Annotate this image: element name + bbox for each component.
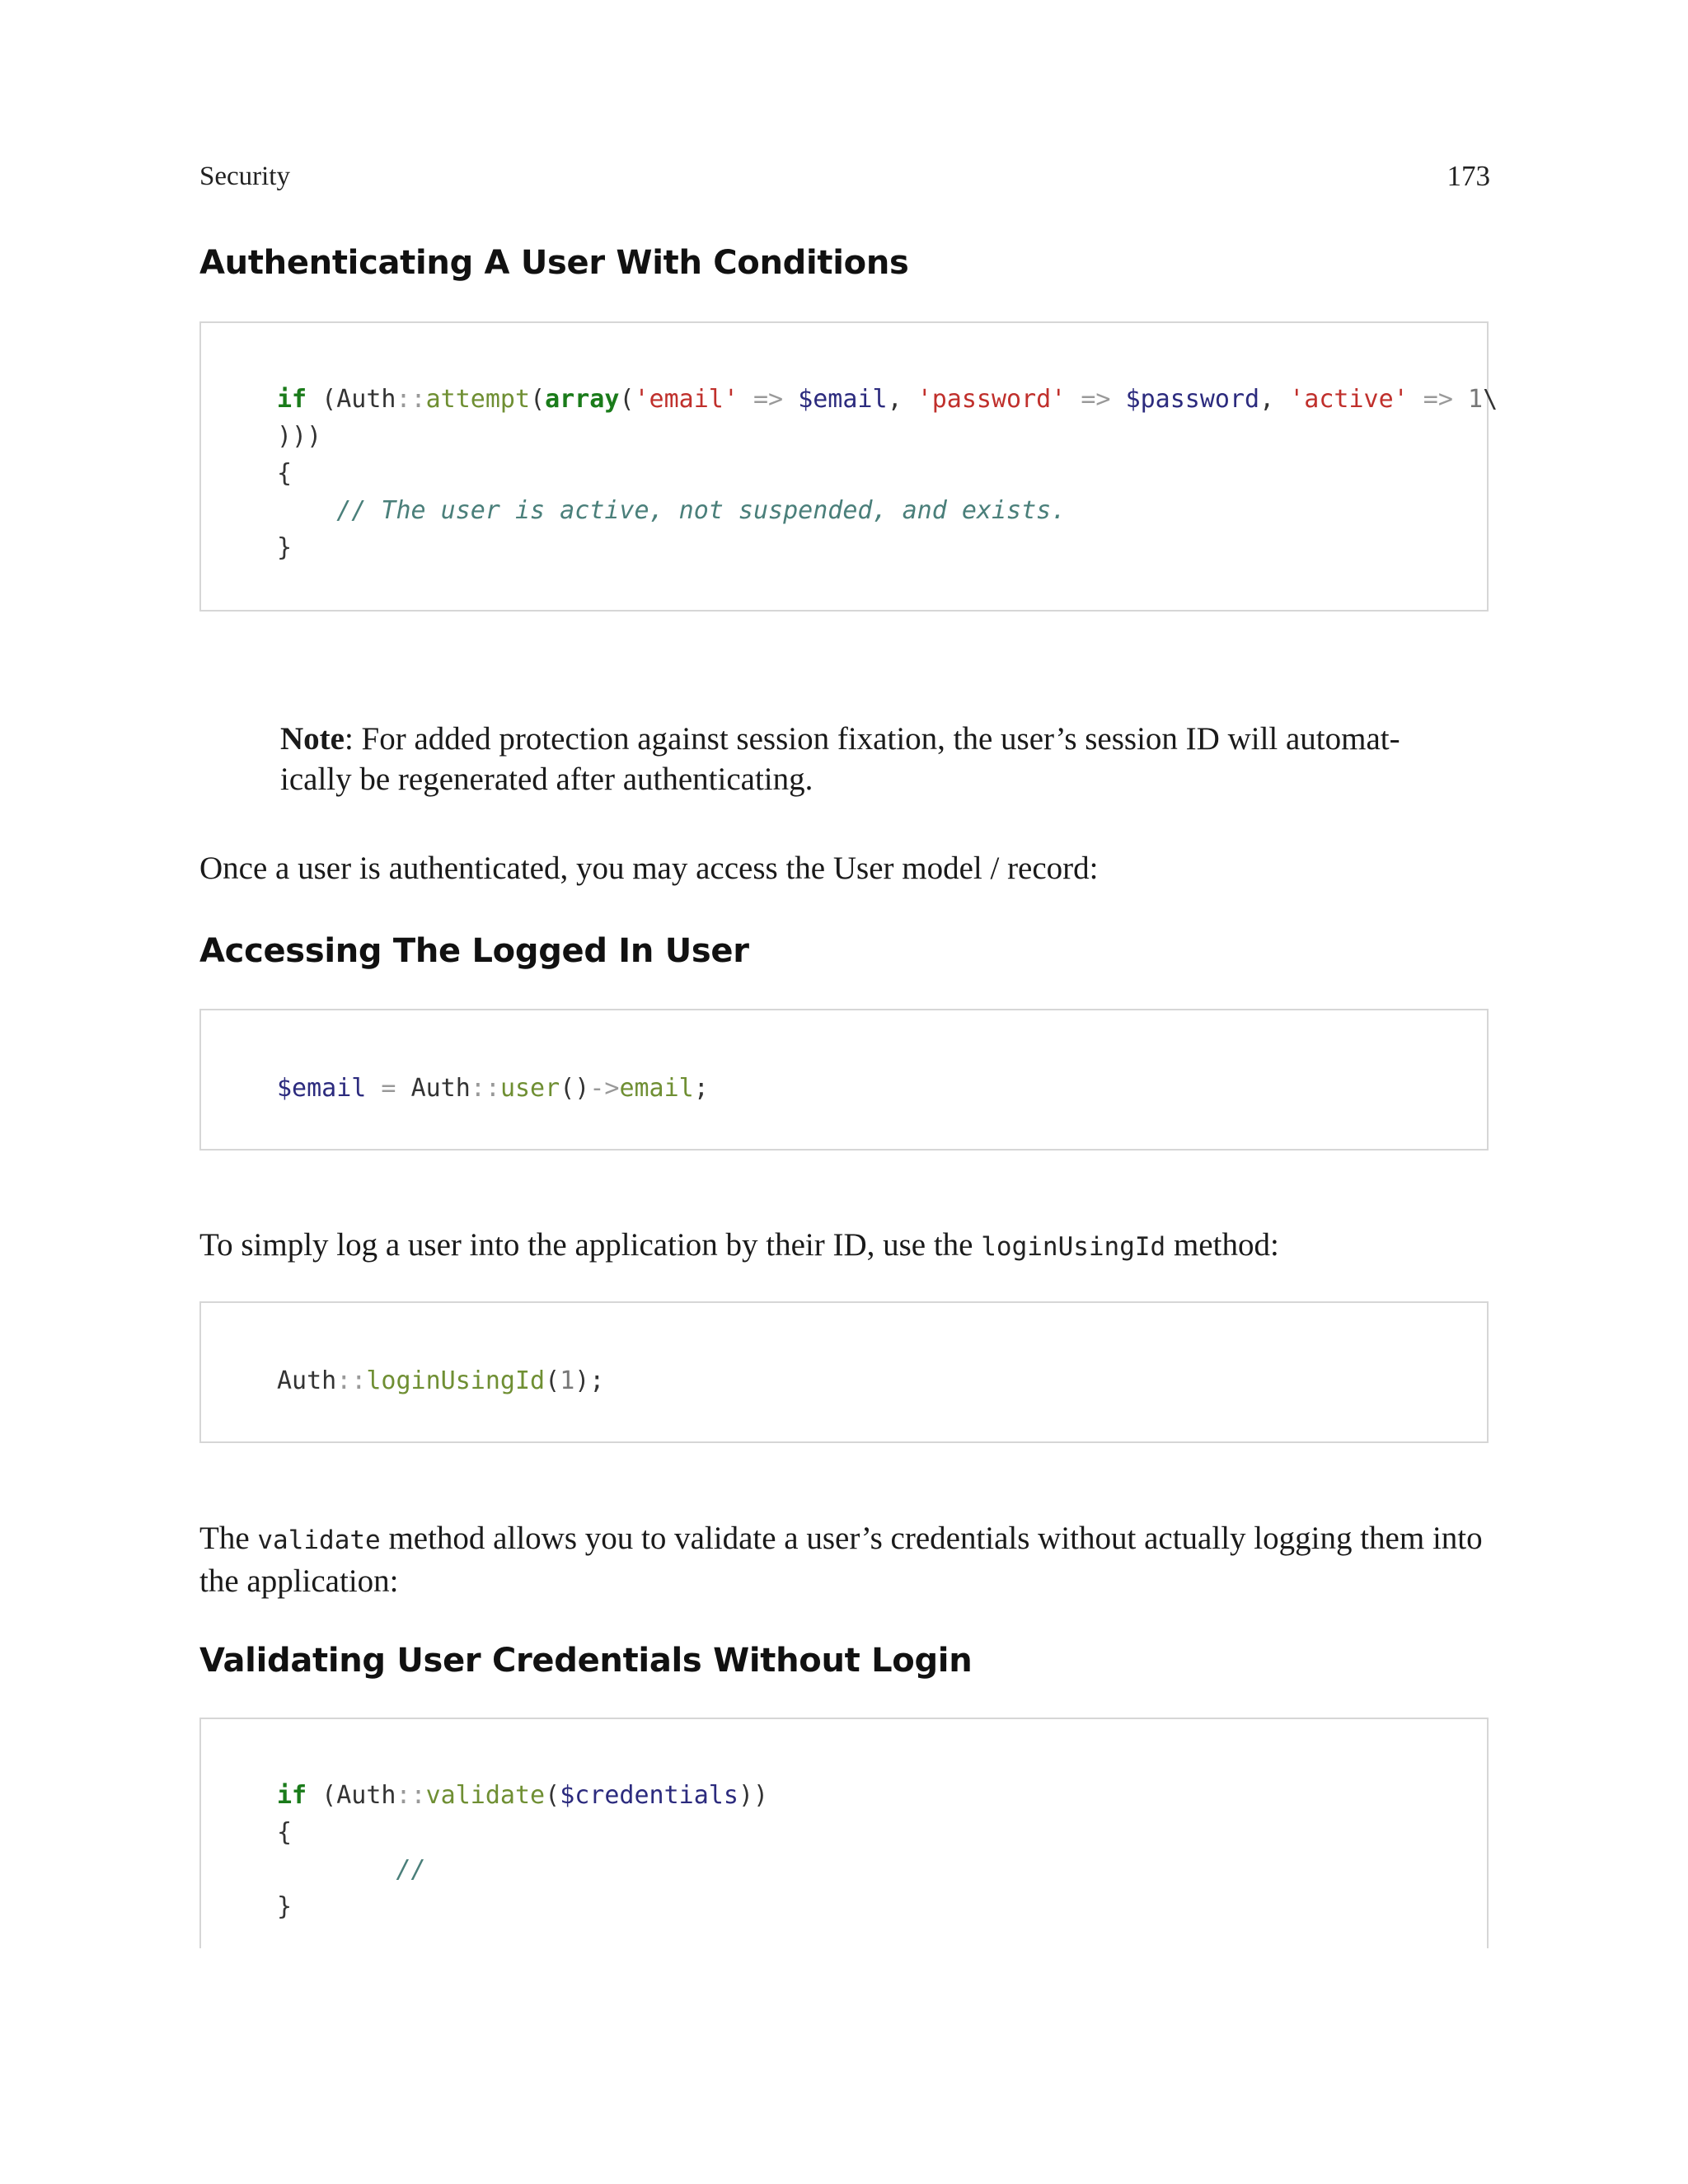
code-token: if: [277, 1781, 307, 1810]
code-token: );: [574, 1366, 605, 1395]
code-token: (: [545, 1781, 560, 1810]
code-token: (: [307, 385, 337, 414]
section-heading-conditions: Authenticating A User With Conditions: [199, 244, 909, 282]
text-run: To simply log a user into the application by their ID, use the: [199, 1227, 982, 1263]
code-block-attempt: [199, 321, 1498, 612]
code-line: }: [277, 1892, 293, 1921]
code-token: ,: [1259, 385, 1290, 414]
code-token: 'password': [917, 385, 1067, 414]
code-token: (): [560, 1074, 590, 1103]
page-number: 173: [1447, 160, 1490, 192]
code-token: \: [1483, 385, 1498, 414]
code-token: ::: [396, 1781, 426, 1810]
code-token: 1: [560, 1366, 575, 1395]
inline-code: loginUsingId: [981, 1232, 1166, 1262]
text-run: method:: [1165, 1227, 1279, 1263]
note-label: Note: [280, 721, 345, 757]
code-token: loginUsingId: [366, 1366, 546, 1395]
code-token: (: [307, 1781, 337, 1810]
code-token: (: [619, 385, 635, 414]
code-token: array: [545, 385, 620, 414]
code-token: ::: [470, 1074, 500, 1103]
note-callout: [280, 719, 1418, 799]
code-line: {: [277, 1818, 293, 1847]
code-text: [277, 381, 1498, 566]
code-token: (: [530, 385, 546, 414]
code-token: =>: [1066, 385, 1126, 414]
code-token: $credentials: [560, 1781, 738, 1810]
paragraph-user-model: Once a user is authenticated, you may access the User model / record:: [199, 851, 1099, 886]
code-block-user: [199, 1009, 1489, 1151]
code-comment: // The user is active, not suspended, and exists.: [336, 496, 1067, 525]
code-block-validate: [199, 1718, 1489, 1948]
code-comment: //: [396, 1855, 426, 1884]
code-token: ::: [396, 385, 426, 414]
code-token: email: [619, 1074, 694, 1103]
paragraph-validate: [199, 1518, 1489, 1601]
code-token: )): [738, 1781, 769, 1810]
code-token: ;: [693, 1074, 709, 1103]
code-token: $email: [798, 385, 888, 414]
code-token: user: [499, 1074, 560, 1103]
code-token: Auth: [410, 1074, 471, 1103]
code-token: (: [545, 1366, 560, 1395]
code-token: Auth: [336, 385, 396, 414]
section-heading-validate: Validating User Credentials Without Login: [199, 1642, 973, 1680]
text-run: The: [199, 1521, 258, 1556]
code-token: attempt: [425, 385, 531, 414]
code-token: validate: [425, 1781, 546, 1810]
code-token: 1: [1468, 385, 1484, 414]
code-block-login-using-id: [199, 1301, 1489, 1443]
code-token: ::: [336, 1366, 367, 1395]
code-token: if: [277, 385, 307, 414]
paragraph-login-using-id: [199, 1225, 1489, 1268]
code-token: ->: [589, 1074, 620, 1103]
code-token: $email: [277, 1074, 367, 1103]
section-heading-logged-in-user: Accessing The Logged In User: [199, 932, 749, 970]
code-token: =: [366, 1074, 411, 1103]
code-text: [277, 1362, 604, 1399]
code-text: [277, 1070, 709, 1107]
inline-code: validate: [257, 1526, 381, 1555]
code-line: ))): [277, 422, 322, 451]
code-token: Auth: [336, 1781, 396, 1810]
code-token: Auth: [277, 1366, 337, 1395]
code-token: 'email': [634, 385, 738, 414]
code-text: [277, 1777, 768, 1925]
code-token: =>: [1408, 385, 1468, 414]
code-token: ,: [887, 385, 917, 414]
code-token: =>: [738, 385, 799, 414]
text-run: method allows you to validate a user’s credentials without actually logging them into the application:: [199, 1521, 1483, 1599]
code-token: 'active': [1289, 385, 1409, 414]
running-head: Security: [199, 162, 290, 191]
code-line: }: [277, 533, 293, 562]
code-token: $password: [1125, 385, 1260, 414]
note-text: : For added protection against session fixation, the user’s session ID will automat-ically be regenerated after authenticating.: [280, 721, 1400, 797]
code-line: {: [277, 459, 293, 488]
